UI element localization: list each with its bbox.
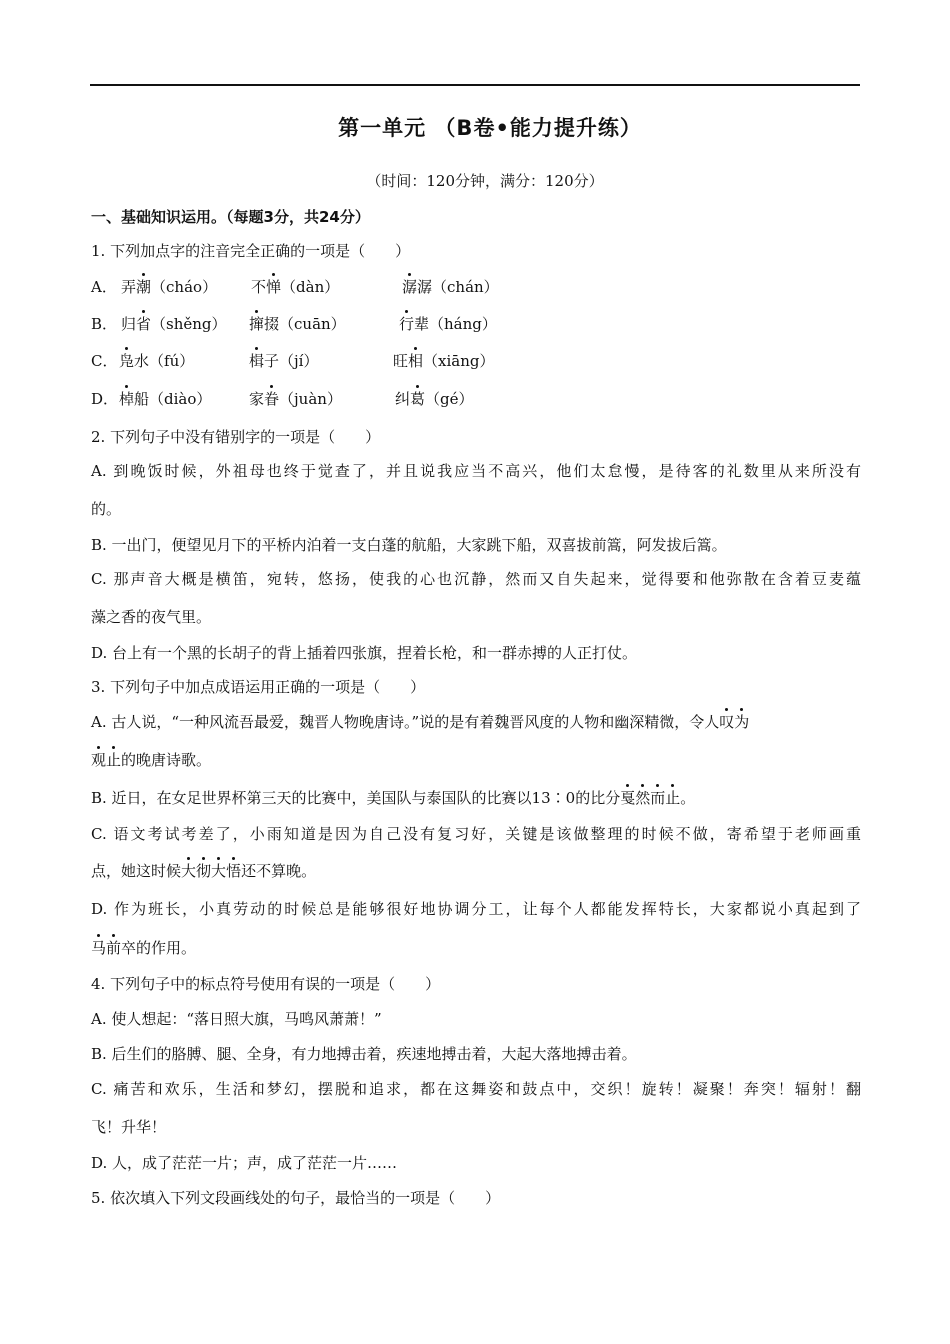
question-4-option-b: B. 后生们的胳膊、腿、全身，有力地搏击着，疾速地搏击着，大起大落地搏击着。: [91, 1045, 637, 1063]
emphasis-char: 观: [91, 751, 107, 769]
emphasis-char: 潮: [136, 278, 152, 296]
question-4-option-d: D. 人，成了茫茫一片；声，成了茫茫一片……: [91, 1154, 398, 1172]
option-word: [249, 388, 342, 410]
section-heading: 一、基础知识运用。（每题3分，共24分）: [91, 208, 370, 226]
word-text: 归: [121, 315, 137, 333]
q3-c2-post: 还不算晚。: [241, 862, 317, 880]
pinyin-text: （cháo）: [151, 278, 218, 296]
pinyin-text: 船（diào）: [134, 390, 212, 408]
question-3-option-d-line-1: D. 作为班长，小真劳动的时候总是能够很好地协调分工，让每个人都能发挥特长，大家都说小真起到了: [91, 900, 861, 918]
q3-a1-dotted-chars: [719, 713, 749, 731]
word-text: 旺: [393, 352, 409, 370]
question-3-option-c-line-1: C. 语文考试考差了，小雨知道是因为自己没有复习好，关键是该做整理的时候不做，寄希望于老师画重: [91, 825, 861, 843]
word-text: 不: [251, 278, 267, 296]
question-2-stem: 2. 下列句子中没有错别字的一项是（ ）: [91, 428, 381, 446]
option-word: [249, 350, 318, 372]
q3-d2-text: 卒的作用。: [121, 939, 197, 957]
option-word: [121, 313, 227, 335]
q3-d2-dotted-chars: [91, 939, 121, 957]
pinyin-text: （gé）: [425, 390, 474, 408]
emphasis-char: 潺: [402, 278, 418, 296]
question-2-option-a-line-1: A. 到晚饭时候，外祖母也终于觉查了，并且说我应当不高兴，他们太怠慢，是待客的礼数里从来所没有: [91, 462, 861, 480]
question-4-stem: 4. 下列句子中的标点符号使用有误的一项是（ ）: [91, 975, 441, 993]
option-word: [402, 276, 499, 298]
emphasis-char: 悟: [226, 862, 242, 880]
q3-a2-dotted-chars: [91, 751, 121, 769]
emphasis-char: 葛: [410, 390, 426, 408]
question-3-option-a-line-2: [91, 749, 861, 771]
emphasis-char: 惮: [266, 278, 282, 296]
emphasis-char: 然: [635, 789, 651, 807]
q3-b-pre: B. 近日，在女足世界杯第三天的比赛中，美国队与泰国队的比赛以13∶0的比分: [91, 789, 621, 807]
emphasis-char: 前: [106, 939, 122, 957]
emphasis-char: 彻: [196, 862, 212, 880]
pinyin-text: 潺（chán）: [417, 278, 499, 296]
emphasis-char: 相: [408, 352, 424, 370]
question-2-option-a-line-2: 的。: [91, 500, 122, 518]
option-word: [119, 388, 211, 410]
emphasis-char: 眷: [264, 390, 280, 408]
option-word: [249, 313, 346, 335]
question-4-option-a: A. 使人想起：“落日照大旗，马鸣风萧萧！”: [91, 1010, 382, 1028]
question-4-option-c-line-1: C. 痛苦和欢乐，生活和梦幻，摆脱和追求，都在这舞姿和鼓点中，交织！旋转！凝聚！奔突！辐射！翻: [91, 1080, 861, 1098]
pinyin-text: 掇（cuān）: [264, 315, 346, 333]
emphasis-char: 叹: [719, 713, 735, 731]
pinyin-text: （dàn）: [281, 278, 340, 296]
page-title: 第一单元 （B卷•能力提升练）: [338, 116, 642, 140]
option-word: [395, 388, 474, 410]
word-text: 家: [249, 390, 265, 408]
emphasis-char: 棹: [119, 390, 135, 408]
pinyin-text: （xiāng）: [423, 352, 495, 370]
option-word: [399, 313, 497, 335]
emphasis-char: 为: [734, 713, 750, 731]
question-1-stem: 1. 下列加点字的注音完全正确的一项是（ ）: [91, 242, 411, 260]
pinyin-text: 辈（háng）: [414, 315, 497, 333]
emphasis-char: 大: [181, 862, 197, 880]
option-word: [121, 276, 217, 298]
emphasis-char: 而: [650, 789, 666, 807]
question-4-option-c-line-2: 飞！升华！: [91, 1118, 167, 1136]
q3-a1-text: A. 古人说，“一种风流吾最爱，魏晋人物晚唐诗。”说的是有着魏晋风度的人物和幽深精微，令人: [91, 713, 720, 731]
question-3-option-a-line-1: [91, 711, 861, 733]
emphasis-char: 行: [399, 315, 415, 333]
emphasis-char: 省: [136, 315, 152, 333]
page-subtitle: （时间：120分钟，满分：120分）: [366, 172, 604, 190]
pinyin-text: 水（fú）: [134, 352, 195, 370]
q3-b-dotted-chars: [620, 789, 680, 807]
word-text: 纠: [395, 390, 411, 408]
question-3-option-c-line-2: [91, 860, 861, 882]
emphasis-char: 凫: [119, 352, 135, 370]
option-label: A．: [91, 278, 117, 296]
option-word: [393, 350, 495, 372]
question-3-option-b: [91, 787, 861, 809]
q3-a2-text: 的晚唐诗歌。: [121, 751, 212, 769]
emphasis-char: 撺: [249, 315, 265, 333]
emphasis-char: 马: [91, 939, 107, 957]
question-5-stem: 5. 依次填入下列文段画线处的句子，最恰当的一项是（ ）: [91, 1189, 501, 1207]
option-word: [251, 276, 339, 298]
question-3-option-d-line-2: [91, 937, 861, 959]
pinyin-text: （juàn）: [279, 390, 342, 408]
option-label: C．: [91, 352, 118, 370]
pinyin-text: 子（jí）: [264, 352, 319, 370]
emphasis-char: 止: [106, 751, 122, 769]
option-word: [119, 350, 194, 372]
emphasis-char: 楫: [249, 352, 265, 370]
question-2-option-c-line-2: 藻之香的夜气里。: [91, 608, 212, 626]
q3-c2-pre: 点，她这时候: [91, 862, 182, 880]
option-label: B．: [91, 315, 118, 333]
pinyin-text: （shěng）: [151, 315, 227, 333]
option-label: D．: [91, 390, 119, 408]
q3-c2-dotted-chars: [181, 862, 241, 880]
top-rule: [90, 84, 860, 86]
question-2-option-d: D. 台上有一个黑的长胡子的背上插着四张旗，捏着长枪，和一群赤搏的人正打仗。: [91, 644, 638, 662]
emphasis-char: 止: [665, 789, 681, 807]
emphasis-char: 戛: [620, 789, 636, 807]
question-2-option-b: B. 一出门，便望见月下的平桥内泊着一支白蓬的航船，大家跳下船，双喜拔前篙，阿发拔后篙。: [91, 536, 727, 554]
q3-b-post: 。: [680, 789, 696, 807]
question-2-option-c-line-1: C. 那声音大概是横笛，宛转，悠扬，使我的心也沉静，然而又自失起来，觉得要和他弥散在含着豆麦蕴: [91, 570, 861, 588]
emphasis-char: 大: [211, 862, 227, 880]
word-text: 弄: [121, 278, 137, 296]
question-3-stem: 3. 下列句子中加点成语运用正确的一项是（ ）: [91, 678, 426, 696]
